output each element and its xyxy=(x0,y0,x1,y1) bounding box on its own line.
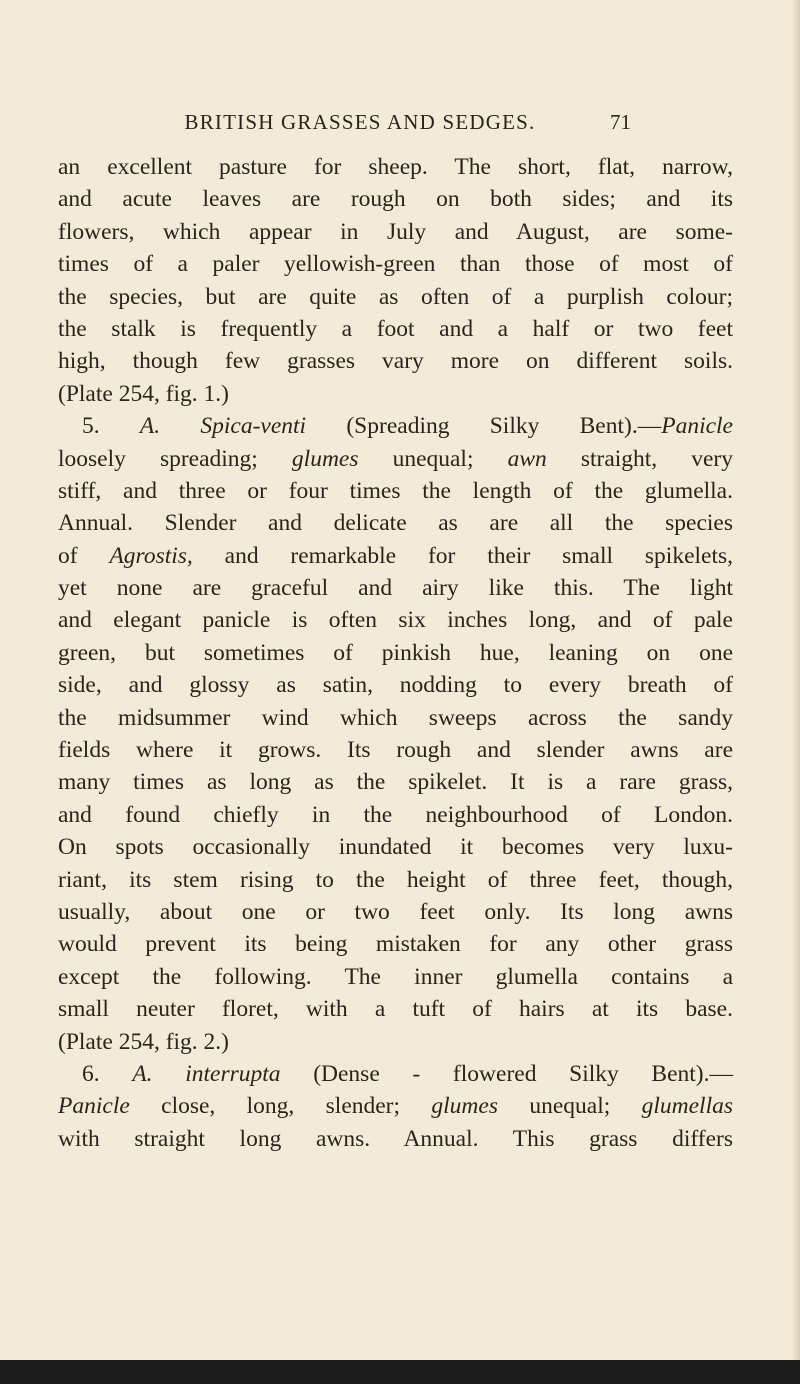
text-line xyxy=(58,345,733,377)
text-line xyxy=(58,604,733,636)
text-segment: of xyxy=(58,542,110,569)
page-number: 71 xyxy=(610,110,631,134)
text-line xyxy=(58,702,733,734)
italic-term: A. Spica-venti xyxy=(139,413,307,440)
text-segment: (Plate 254, fig. 1.) xyxy=(58,380,229,407)
text-line xyxy=(58,540,733,572)
text-segment: Annual. Slender and delicate as are all the species xyxy=(58,510,733,537)
text-line xyxy=(58,248,733,280)
text-segment: fields where it grows. Its rough and slender awns are xyxy=(58,737,733,764)
text-segment: with straight long awns. Annual. This grass differs xyxy=(58,1125,733,1152)
text-segment: (Dense - flowered Silky Bent).— xyxy=(280,1060,734,1087)
text-segment: an excellent pasture for sheep. The short, flat, narrow, xyxy=(58,154,733,180)
text-segment: unequal; xyxy=(497,1093,642,1120)
text-segment: usually, about one or two feet only. Its long awns xyxy=(58,898,733,925)
body-text xyxy=(58,151,733,1155)
text-line xyxy=(58,961,733,993)
text-line xyxy=(58,475,733,507)
text-line xyxy=(58,1058,733,1090)
text-segment: straight, very xyxy=(546,445,734,472)
text-line xyxy=(58,281,733,313)
text-segment: (Spreading Silky Bent).— xyxy=(306,413,662,440)
text-segment: close, long, slender; xyxy=(129,1093,432,1120)
text-segment: except the following. The inner glumella contains a xyxy=(58,963,733,990)
text-line xyxy=(58,637,733,669)
text-line xyxy=(58,572,733,604)
text-line xyxy=(58,378,733,410)
text-segment: high, though few grasses vary more on different soils. xyxy=(58,348,733,375)
page-edge-shadow xyxy=(792,0,800,1384)
text-segment: and acute leaves are rough on both sides; and its xyxy=(58,186,733,213)
text-segment: the midsummer wind which sweeps across the sandy xyxy=(58,704,733,731)
italic-term: Panicle xyxy=(661,413,733,440)
text-line xyxy=(58,1123,733,1155)
text-segment: (Plate 254, fig. 2.) xyxy=(58,1028,229,1055)
text-segment: On spots occasionally inundated it becomes very luxu- xyxy=(58,834,733,861)
text-line xyxy=(58,766,733,798)
text-segment: green, but sometimes of pinkish hue, leaning on one xyxy=(58,639,733,666)
text-segment: riant, its stem rising to the height of three feet, though, xyxy=(58,866,733,893)
text-line xyxy=(58,151,733,183)
text-line xyxy=(58,1026,733,1058)
text-segment: stiff, and three or four times the length of the glumella. xyxy=(58,477,733,504)
text-line xyxy=(58,443,733,475)
italic-term: awn xyxy=(507,445,547,472)
text-segment: flowers, which appear in July and August, are some- xyxy=(58,218,733,245)
text-segment: the species, but are quite as often of a purplish colour; xyxy=(58,283,733,310)
text-segment: side, and glossy as satin, nodding to every breath of xyxy=(58,672,733,699)
text-segment: the stalk is frequently a foot and a half or two feet xyxy=(58,315,733,342)
text-segment: small neuter floret, with a tuft of hairs at its base. xyxy=(58,996,733,1023)
text-line xyxy=(58,1090,733,1122)
text-line xyxy=(58,896,733,928)
italic-term: glumellas xyxy=(641,1093,733,1120)
text-line xyxy=(58,831,733,863)
text-segment: would prevent its being mistaken for any other grass xyxy=(58,931,733,958)
text-segment: times of a paler yellowish-green than those of most of xyxy=(58,251,733,278)
text-segment: many times as long as the spikelet. It is a rare grass, xyxy=(58,769,733,796)
text-line xyxy=(58,183,733,215)
text-line xyxy=(58,864,733,896)
italic-term: Agrostis, xyxy=(109,542,193,569)
text-segment: yet none are graceful and airy like this. The light xyxy=(58,575,733,602)
text-segment: unequal; xyxy=(358,445,508,472)
italic-term: glumes xyxy=(291,445,359,472)
text-segment: 6. xyxy=(82,1060,133,1087)
text-line xyxy=(58,507,733,539)
text-line xyxy=(58,993,733,1025)
text-line xyxy=(58,734,733,766)
text-line xyxy=(58,928,733,960)
text-line xyxy=(58,410,733,442)
text-segment: and elegant panicle is often six inches long, and of pale xyxy=(58,607,733,634)
italic-term: glumes xyxy=(431,1093,498,1120)
scan-bottom-border xyxy=(0,1360,800,1384)
text-segment: and found chiefly in the neighbourhood of London. xyxy=(58,801,733,828)
text-segment: and remarkable for their small spikelets, xyxy=(192,542,734,569)
text-segment: 5. xyxy=(82,413,140,440)
text-line xyxy=(58,669,733,701)
text-line xyxy=(58,216,733,248)
text-line xyxy=(58,313,733,345)
text-line xyxy=(58,799,733,831)
italic-term: A. interrupta xyxy=(132,1060,281,1087)
italic-term: Panicle xyxy=(58,1093,130,1120)
text-segment: loosely spreading; xyxy=(58,445,292,472)
running-head: BRITISH GRASSES AND SEDGES. xyxy=(184,110,536,134)
page-header xyxy=(0,110,800,150)
